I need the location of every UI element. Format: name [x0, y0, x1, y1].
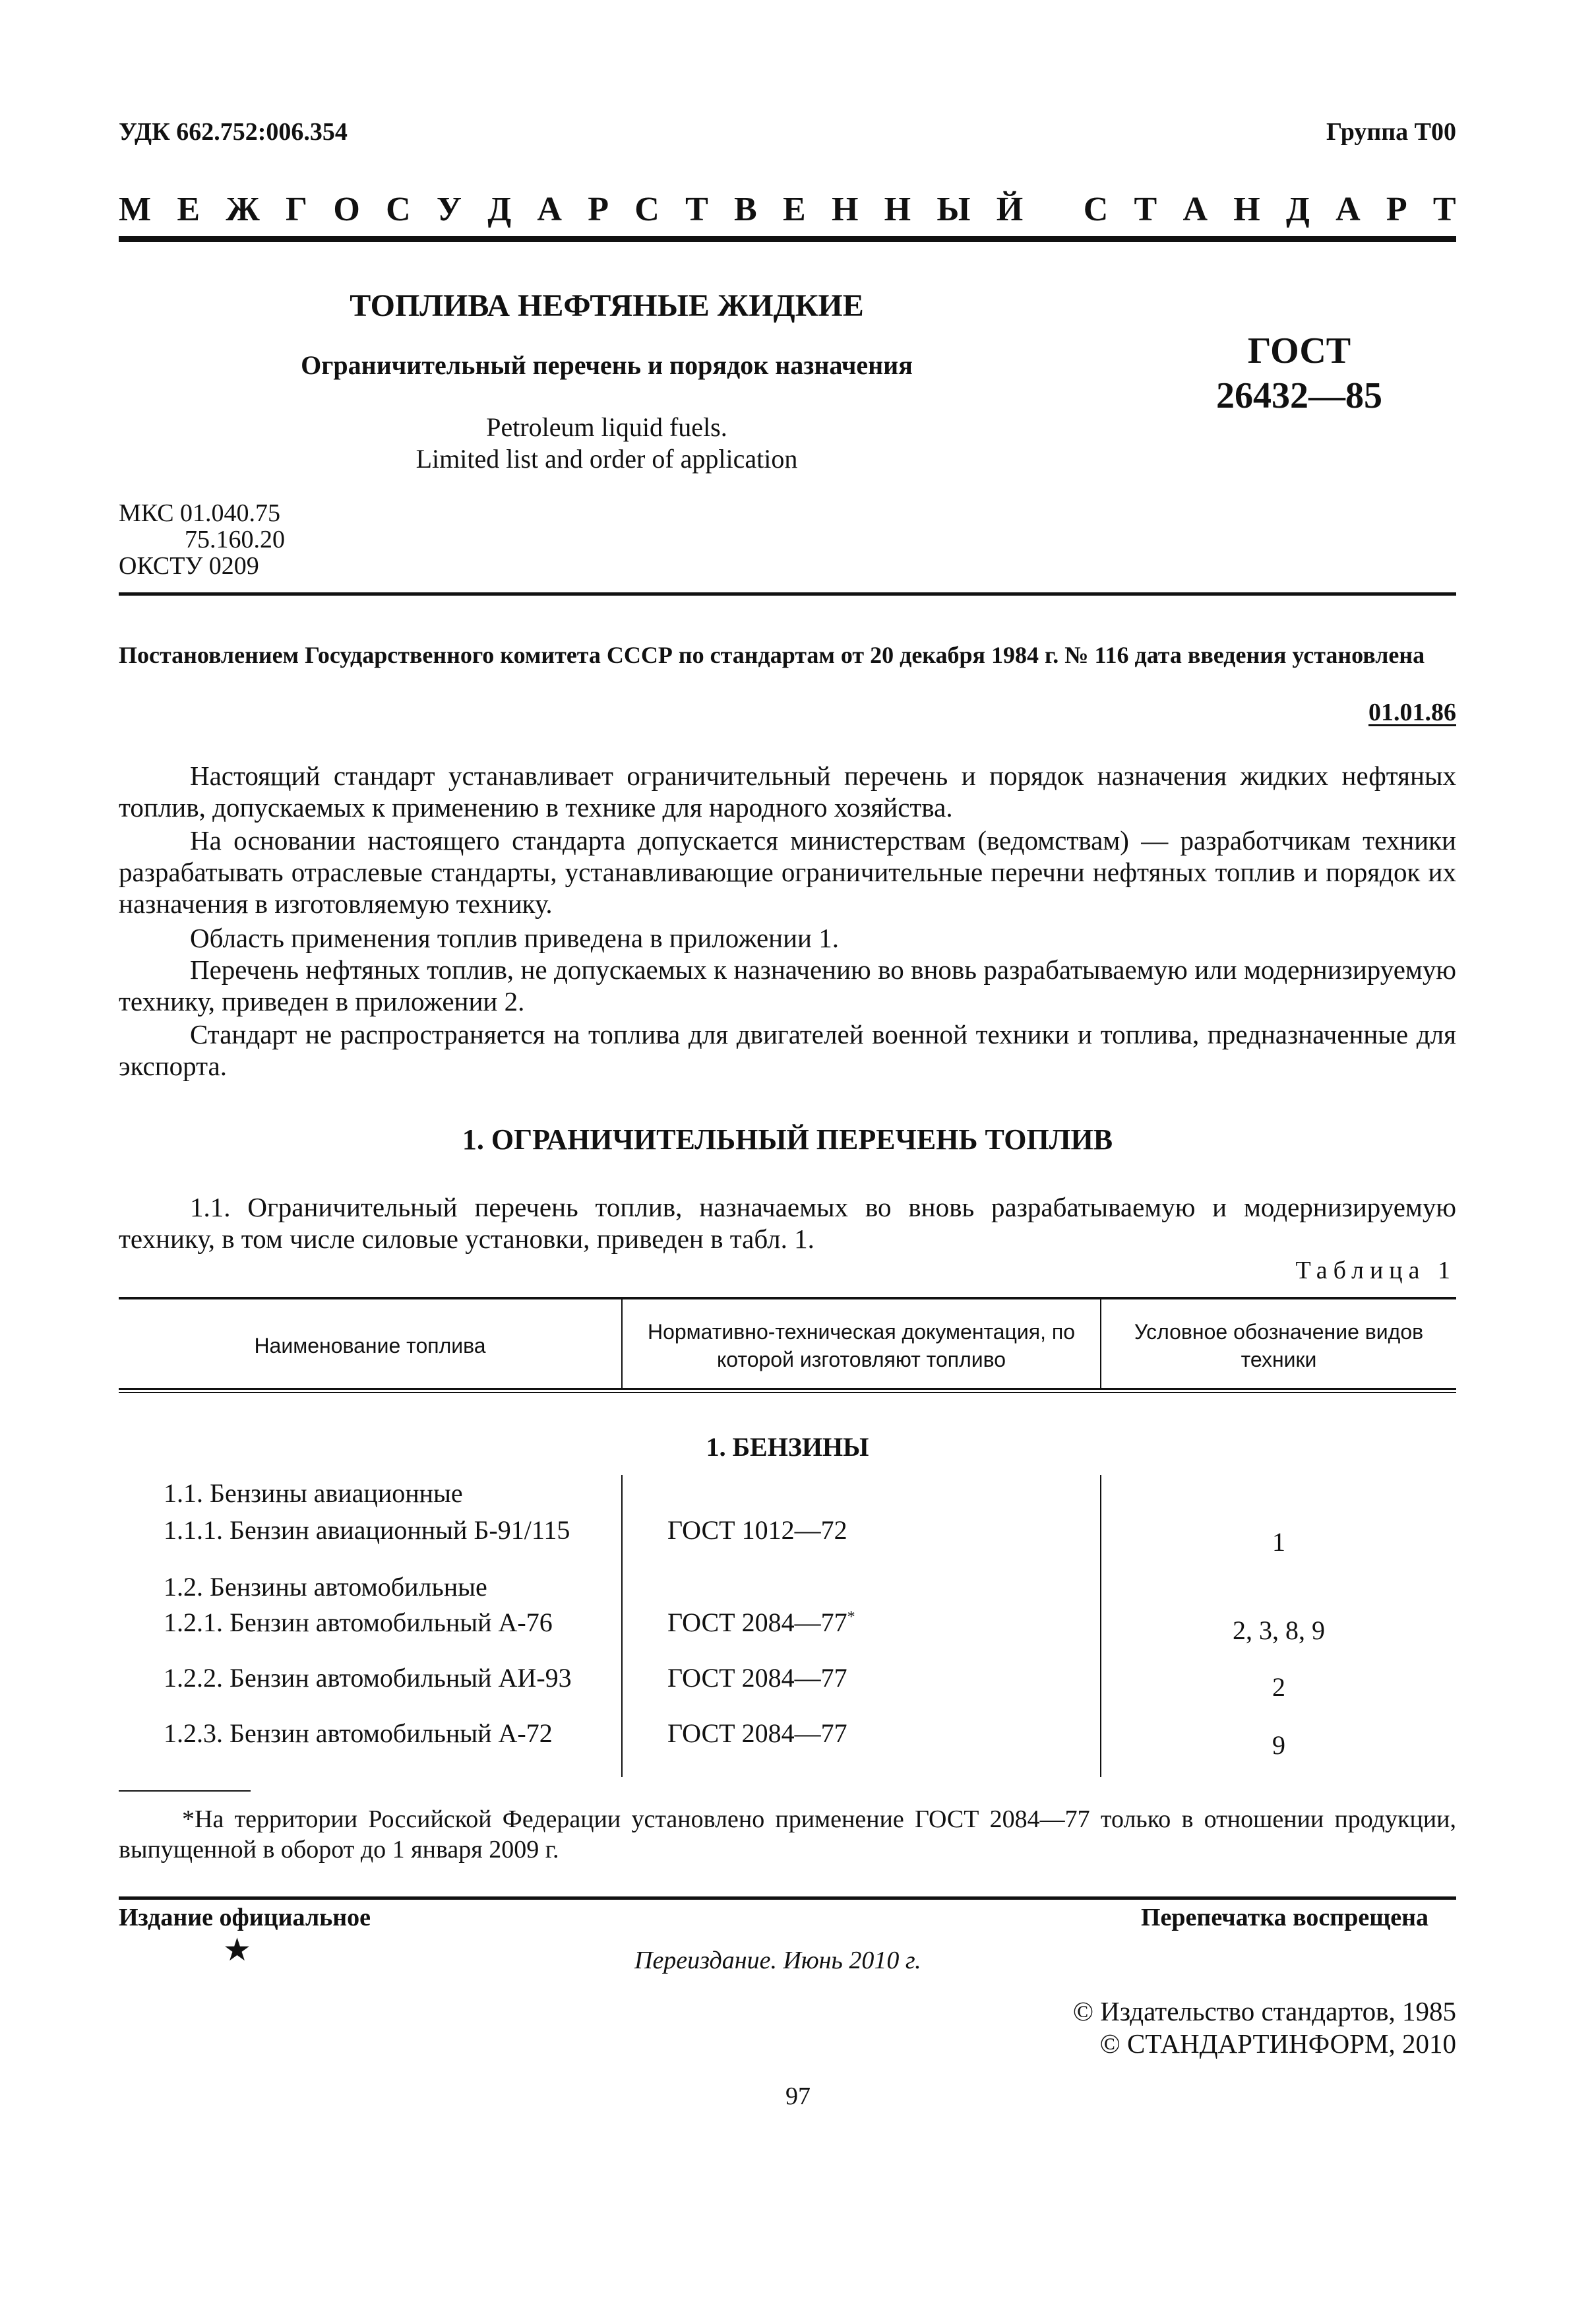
star-icon: ★ [223, 1933, 252, 1968]
decree-text: Постановлением Государственного комитета СССР по стандартам от 20 декабря 1984 г. № 116 дата введения установлена [119, 642, 1425, 668]
table-cell-fuel-name: 1.1. Бензины авиационные [164, 1478, 463, 1508]
table-section-title: 1. БЕНЗИНЫ [706, 1432, 869, 1462]
banner-letter: С [386, 191, 411, 228]
paragraph: Стандарт не распространяется на топлива для двигателей военной техники и топлива, предназначенные для экспорта. [119, 1019, 1456, 1081]
table-cell-technique-code: 2 [1272, 1672, 1285, 1702]
banner-letter: Т [1134, 191, 1157, 228]
page-number: 97 [785, 2082, 811, 2110]
table-cell-fuel-name: 1.2.1. Бензин автомобильный А-76 [164, 1608, 553, 1637]
banner-letter: Н [884, 191, 911, 228]
documentation-text: ГОСТ 2084—77 [667, 1608, 847, 1637]
table-top-rule [119, 1297, 1456, 1299]
banner-letter: Т [685, 191, 708, 228]
section-heading: 1. ОГРАНИЧИТЕЛЬНЫЙ ПЕРЕЧЕНЬ ТОПЛИВ [462, 1123, 1113, 1156]
table-cell-documentation: ГОСТ 2084—77 [667, 1718, 847, 1748]
banner-letter: Й [996, 191, 1024, 228]
table-cell-documentation: ГОСТ 2084—77 [667, 1663, 847, 1693]
banner-letter: Е [782, 191, 806, 228]
udk-code: УДК 662.752:006.354 [119, 118, 348, 146]
table-header-documentation: Нормативно-техническая документация, по которой изготовляют топливо [647, 1320, 1076, 1371]
english-title-line-2: Limited list and order of application [415, 444, 798, 474]
copyright-line-1: © Издательство стандартов, 1985 [1072, 1996, 1456, 2026]
table-cell-fuel-name: 1.2.2. Бензин автомобильный АИ-93 [164, 1663, 572, 1693]
banner-letter: Г [286, 191, 308, 228]
footnote-rule [119, 1790, 251, 1792]
banner-letter: В [734, 191, 757, 228]
paragraph: Область применения топлив приведена в приложении 1. [190, 923, 839, 953]
reprint-prohibited-label: Перепечатка воспрещена [1141, 1904, 1429, 1931]
table-cell-fuel-name: 1.2.3. Бензин автомобильный А-72 [164, 1718, 553, 1748]
banner-letter: А [1182, 191, 1208, 228]
paragraph: Настоящий стандарт устанавливает ограничительный перечень и порядок назначения жидких нефтяных топлив, допускаемых к применению в технике для народного хозяйства. [119, 761, 1456, 823]
banner-letter: С [634, 191, 660, 228]
title-block-rule [119, 592, 1456, 596]
mks-code-1: МКС 01.040.75 [119, 499, 281, 527]
footnote: *На территории Российской Федерации установлено применение ГОСТ 2084—77 только в отношении продукции, выпущенной в оборот до 1 января 2009 г. [119, 1805, 1456, 1863]
table-header-rule [119, 1392, 1456, 1393]
introduction-date: 01.01.86 [1368, 699, 1456, 726]
banner-letter: Д [487, 191, 512, 228]
table-cell-documentation [667, 1607, 855, 1638]
gost-label: ГОСТ [1247, 330, 1351, 371]
paragraph: На основании настоящего стандарта допускается министерствам (ведомствам) — разработчикам техники разрабатывать отраслевые стандарты, устанавливающие ограничительные перечни нефтяных топлив и порядок их назначения в изготовляемую технику. [119, 825, 1456, 919]
banner-letter: А [1335, 191, 1361, 228]
table-cell-technique-code: 1 [1272, 1527, 1285, 1557]
table-cell-technique-code: 9 [1272, 1730, 1285, 1760]
table-caption: Таблица 1 [1295, 1257, 1456, 1284]
table-header-technique-code: Условное обозначение видов техники [1134, 1320, 1424, 1371]
header-rule [119, 236, 1456, 242]
table-header-divider [621, 1299, 623, 1389]
official-edition-label: Издание официальное [119, 1904, 371, 1931]
document-title: ТОПЛИВА НЕФТЯНЫЕ ЖИДКИЕ [350, 288, 864, 323]
table-cell-documentation: ГОСТ 1012—72 [667, 1515, 847, 1545]
banner-letter: М [119, 191, 152, 228]
banner-letter: О [333, 191, 360, 228]
table-header-rule [119, 1388, 1456, 1390]
table-header-divider [1100, 1299, 1101, 1389]
footnote-marker: * [847, 1608, 855, 1626]
gost-number: 26432—85 [1216, 375, 1382, 416]
interstate-standard-banner [119, 190, 1456, 229]
paragraph: Перечень нефтяных топлив, не допускаемых к назначению во вновь разрабатываемую или модернизируемую технику, приведен в приложении 2. [119, 954, 1456, 1016]
banner-letter: А [537, 191, 562, 228]
banner-letter: Н [831, 191, 859, 228]
table-body-divider [621, 1475, 623, 1777]
banner-letter: Р [1386, 191, 1407, 228]
banner-letter: Д [1286, 191, 1310, 228]
table-header-fuel-name: Наименование топлива [254, 1334, 486, 1358]
banner-letter: У [436, 191, 462, 228]
table-cell-fuel-name: 1.2. Бензины автомобильные [164, 1572, 487, 1602]
banner-letter: Ж [226, 191, 260, 228]
okstu-code: ОКСТУ 0209 [119, 552, 259, 580]
document-subtitle: Ограничительный перечень и порядок назначения [301, 350, 913, 380]
banner-letter: Н [1233, 191, 1260, 228]
table-cell-technique-code: 2, 3, 8, 9 [1233, 1615, 1325, 1645]
footer-rule [119, 1896, 1456, 1900]
copyright-line-2: © СТАНДАРТИНФОРМ, 2010 [1099, 2028, 1456, 2059]
reissue-note: Переиздание. Июнь 2010 г. [634, 1947, 921, 1974]
group-code: Группа Т00 [1326, 118, 1456, 146]
banner-letter: Ы [936, 191, 971, 228]
mks-code-2: 75.160.20 [185, 526, 285, 553]
banner-letter: Е [177, 191, 200, 228]
banner-word-gap [1049, 190, 1057, 229]
table-cell-fuel-name: 1.1.1. Бензин авиационный Б-91/115 [164, 1515, 570, 1545]
banner-letter: Р [588, 191, 609, 228]
banner-letter: Т [1432, 191, 1456, 228]
english-title-line-1: Petroleum liquid fuels. [486, 412, 727, 442]
paragraph: 1.1. Ограничительный перечень топлив, назначаемых во вновь разрабатываемую и модернизируемую технику, в том числе силовые установки, приведен в табл. 1. [119, 1192, 1456, 1254]
banner-letter: С [1083, 191, 1109, 228]
